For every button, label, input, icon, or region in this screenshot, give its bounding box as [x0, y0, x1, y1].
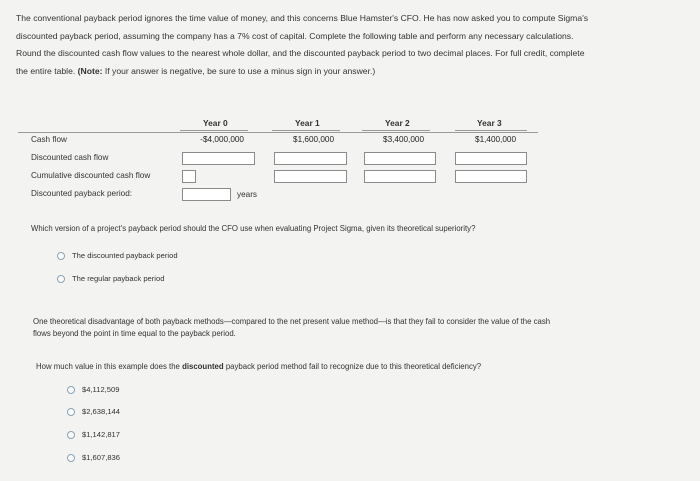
- q2-text-bold: discounted: [182, 362, 224, 371]
- radio-button-icon[interactable]: [57, 252, 65, 260]
- intro-line-1: The conventional payback period ignores the time value of money, and this concerns Blue Hamster's CFO. He has now asked you to compute Sigma's: [16, 13, 589, 23]
- dcf-input-year-2[interactable]: [364, 152, 436, 165]
- q1-option-label: The discounted payback period: [72, 251, 178, 260]
- q1-option-label: The regular payback period: [72, 274, 165, 283]
- q2-option-label: $1,607,836: [82, 453, 121, 462]
- question-2-text: [36, 359, 481, 375]
- dcf-input-year-3[interactable]: [455, 152, 527, 165]
- intro-line-4-text: the entire table.: [16, 65, 76, 76]
- cumulative-input-year-2[interactable]: [364, 170, 436, 183]
- row-label-cash-flow: Cash flow: [31, 135, 67, 144]
- header-year-0: Year 0: [203, 118, 228, 128]
- cumulative-input-year-1[interactable]: [274, 170, 347, 183]
- cash-flow-year-2: $3,400,000: [383, 135, 424, 144]
- q1-option-discounted[interactable]: [57, 251, 178, 260]
- cash-flow-year-0: -$4,000,000: [200, 135, 244, 144]
- years-unit-label: years: [237, 190, 258, 199]
- header-rule-year-0: [180, 130, 248, 131]
- q2-option-2[interactable]: [67, 407, 120, 416]
- q2-text-post: payback period method fail to recognize due to this theoretical deficiency?: [223, 362, 482, 371]
- note-text: If your answer is negative, be sure to use a minus sign in your answer.): [102, 65, 376, 76]
- question-1-text: Which version of a project's payback period should the CFO use when evaluating Project Sigma, given its theoretical superiority?: [31, 224, 476, 233]
- note-label: (Note:: [77, 65, 103, 76]
- cumulative-input-year-3[interactable]: [455, 170, 527, 183]
- header-rule-year-3: [455, 130, 527, 131]
- q2-text-pre: How much value in this example does the: [36, 362, 183, 371]
- radio-button-icon[interactable]: [67, 408, 75, 416]
- payback-period-input[interactable]: [182, 188, 231, 201]
- q1-option-regular[interactable]: [57, 274, 164, 283]
- header-rule-year-1: [272, 130, 340, 131]
- table-top-rule: [18, 132, 538, 133]
- dcf-input-year-0[interactable]: [182, 152, 255, 165]
- row-label-cumulative-dcf: Cumulative discounted cash flow: [31, 171, 151, 180]
- statement-line-2: flows beyond the point in time equal to the payback period.: [33, 329, 236, 338]
- discounted-payback-table: [0, 0, 700, 210]
- radio-button-icon[interactable]: [57, 275, 65, 283]
- header-year-1: Year 1: [295, 118, 320, 128]
- radio-button-icon[interactable]: [67, 386, 75, 394]
- q2-option-4[interactable]: [67, 453, 120, 462]
- header-year-3: Year 3: [477, 118, 502, 128]
- q2-option-1[interactable]: [67, 385, 119, 394]
- header-year-2: Year 2: [385, 118, 410, 128]
- row-label-discounted-cash-flow: Discounted cash flow: [31, 153, 109, 162]
- disadvantage-statement: [33, 316, 673, 340]
- q2-option-label: $4,112,509: [82, 385, 120, 394]
- statement-line-1: One theoretical disadvantage of both payback methods—compared to the net present value method—is that they fail to consider the value of the cash: [33, 317, 551, 326]
- q2-option-label: $2,638,144: [82, 407, 121, 416]
- intro-line-2: discounted payback period, assuming the company has a 7% cost of capital. Complete the following table and perform any necessary calculations.: [16, 30, 574, 41]
- cash-flow-year-1: $1,600,000: [293, 135, 334, 144]
- q2-option-label: $1,142,817: [82, 430, 121, 439]
- dcf-input-year-1[interactable]: [274, 152, 347, 165]
- intro-line-3: Round the discounted cash flow values to the nearest whole dollar, and the discounted payback period to two decimal places. For full credit, complete: [16, 48, 585, 58]
- q2-option-3[interactable]: [67, 430, 120, 439]
- cumulative-input-year-0[interactable]: [182, 170, 196, 183]
- radio-button-icon[interactable]: [67, 454, 75, 462]
- row-label-discounted-payback: Discounted payback period:: [31, 189, 133, 198]
- cash-flow-year-3: $1,400,000: [475, 135, 516, 144]
- header-rule-year-2: [362, 130, 430, 131]
- radio-button-icon[interactable]: [67, 431, 75, 439]
